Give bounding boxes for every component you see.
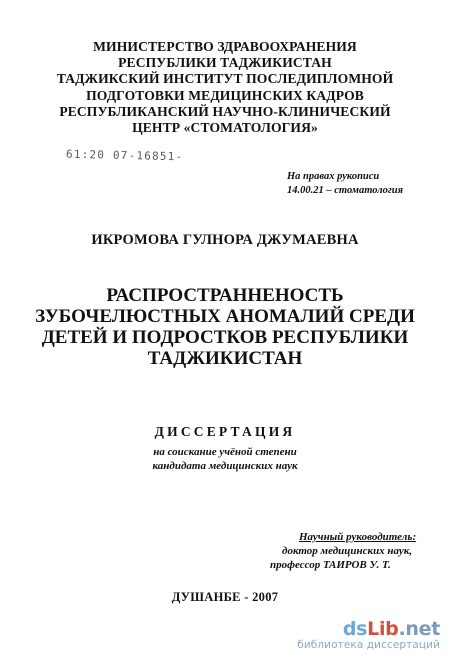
supervisor-heading: Научный руководитель:: [299, 531, 417, 543]
title-line: РАСПРОСТРАННЕНОСТЬ: [106, 285, 344, 306]
institution-header: [0, 39, 450, 136]
title-line: ТАДЖИКИСТАН: [147, 348, 303, 369]
dslib-logo: [297, 619, 440, 639]
title-line: ДЕТЕЙ И ПОДРОСТКОВ РЕСПУБЛИКИ: [41, 327, 409, 348]
rights-line: На правах рукописи: [287, 171, 380, 182]
supervisor-name: профессор ТАИРОВ У. Т.: [270, 559, 391, 571]
title-line: ЗУБОЧЕЛЮСТНЫХ АНОМАЛИЙ СРЕДИ: [35, 306, 415, 327]
header-line: РЕСПУБЛИКАНСКИЙ НАУЧНО-КЛИНИЧЕСКИЙ: [59, 103, 391, 119]
supervisor-degree: доктор медицинских наук,: [282, 545, 413, 557]
document-type: ДИССЕРТАЦИЯ: [154, 424, 296, 439]
degree-info: [0, 445, 450, 473]
header-line: ПОДГОТОВКИ МЕДИЦИНСКИХ КАДРОВ: [86, 87, 364, 103]
header-line: ТАДЖИКСКИЙ ИНСТИТУТ ПОСЛЕДИПЛОМНОЙ: [56, 71, 394, 87]
logo-part: ds: [342, 618, 368, 640]
manuscript-rights: [287, 170, 403, 197]
dslib-watermark[interactable]: [297, 619, 440, 651]
supervisor-block: [270, 530, 416, 572]
header-line: РЕСПУБЛИКИ ТАДЖИКИСТАН: [118, 55, 332, 71]
library-stamp: 61:20 07-16851-: [65, 147, 184, 164]
dissertation-title: [0, 285, 450, 369]
logo-part: .net: [398, 618, 440, 640]
header-line: ЦЕНТР «СТОМАТОЛОГИЯ»: [132, 120, 318, 136]
specialty-code: 14.00.21 – стоматология: [287, 184, 404, 196]
city-year: ДУШАНБЕ - 2007: [171, 590, 279, 604]
author-name: ИКРОМОВА ГУЛНОРА ДЖУМАЕВНА: [91, 232, 359, 248]
degree-line: кандидата медицинских наук: [152, 460, 298, 472]
logo-part: Lib: [367, 618, 399, 640]
header-line: МИНИСТЕРСТВО ЗДРАВООХРАНЕНИЯ: [93, 39, 357, 54]
dslib-tagline: библиотека диссертаций: [297, 639, 440, 651]
degree-line: на соискание учёной степени: [153, 446, 297, 458]
